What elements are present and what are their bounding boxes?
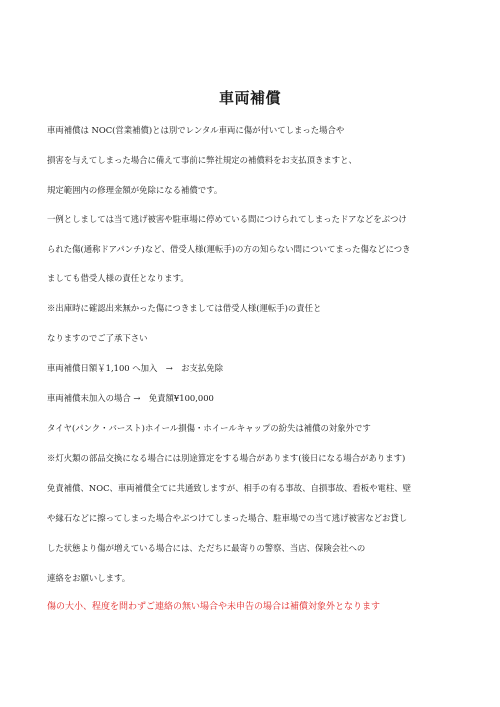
body-line-7: ※出庫時に確認出来無かった傷につきましては借受人様(運転手)の責任と: [47, 303, 322, 313]
body-line-13: 免責補償、NOC、車両補償全てに共通致しますが、相手の有る事故、自損事故、看板や電柱、壁: [47, 483, 411, 493]
body-line-8: なりますのでご了承下さい: [47, 333, 148, 343]
body-line-16: 連絡をお願いします。: [47, 573, 131, 583]
body-line-15: した状態より傷が増えている場合には、ただちに最寄りの警察、当店、保険会社への: [47, 543, 366, 553]
body-line-1: 車両補償は NOC(営業補償)とは別でレンタル車両に傷が付いてしまった場合や: [47, 125, 345, 135]
body-line-3: 規定範囲内の修理金額が免除になる補償です。: [47, 185, 223, 195]
body-line-5: られた傷(通称ドアパンチ)など、借受人様(運転手)の方の知らない間についてまった傷などにつき: [47, 244, 411, 254]
body-line-11: タイヤ(パンク・バースト)ホイール損傷・ホイールキャップの紛失は補償の対象外です: [47, 423, 371, 433]
body-line-6: ましても借受人様の責任となります。: [47, 273, 189, 283]
body-line-12: ※灯火類の部品交換になる場合には別途算定をする場合があります(後日になる場合があります): [47, 453, 406, 463]
body-line-9: 車両補償日額￥1,100 へ加入 → お支払免除: [47, 363, 224, 373]
body-line-10: 車両補償未加入の場合 → 免責額¥100,000: [47, 393, 214, 403]
page-title: 車両補償: [218, 89, 281, 107]
warning-notice: 傷の大小、程度を問わずご連絡の無い場合や未申告の場合は補償対象外となります: [47, 602, 381, 612]
body-line-4: 一例としましては当て逃げ被害や駐車場に停めている間につけられてしまったドアなどをぶつけ: [47, 214, 407, 224]
body-line-2: 損害を与えてしまった場合に備えて事前に弊社規定の補償料をお支払頂きますと、: [47, 155, 357, 165]
body-line-14: や縁石などに擦ってしまった場合やぶつけてしまった場合、駐車場での当て逃げ被害などお貸し: [47, 513, 408, 523]
